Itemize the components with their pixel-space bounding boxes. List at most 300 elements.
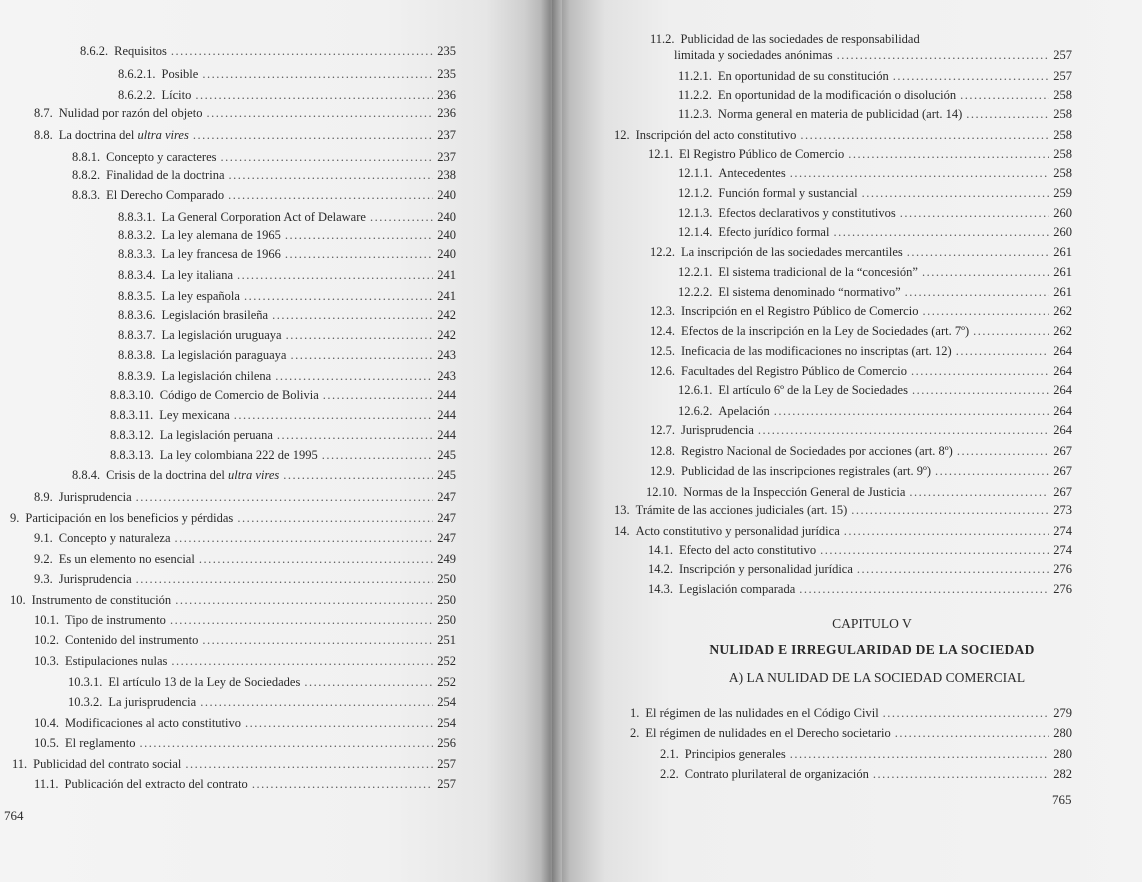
entry-title: Inscripción y personalidad jurídica: [679, 562, 853, 576]
left-toc-entry: [34, 736, 456, 751]
left-toc-entry: [118, 369, 456, 384]
left-toc-entry: [118, 247, 456, 262]
entry-page-number: 258: [1053, 166, 1072, 180]
entry-page-number: 236: [437, 88, 456, 102]
entry-title: Ineficacia de las modificaciones no inscriptas (art. 12): [681, 344, 952, 358]
leader-dots: [237, 268, 433, 283]
entry-number: 12.9.: [650, 464, 675, 478]
entry-number: 10.5.: [34, 736, 59, 750]
entry-page-number: 264: [1053, 344, 1072, 358]
entry-page-number: 276: [1053, 562, 1072, 576]
leader-dots: [790, 747, 1049, 762]
entry-page-number: 264: [1053, 364, 1072, 378]
left-toc-entry: [34, 777, 456, 792]
entry-number: 12.6.: [650, 364, 675, 378]
entry-title: Es un elemento no esencial: [58, 552, 195, 566]
leader-dots: [322, 448, 434, 463]
leader-dots: [202, 633, 433, 648]
entry-title: Participación en los beneficios y pérdidas: [25, 511, 234, 525]
leader-dots: [202, 67, 433, 82]
leader-dots: [370, 210, 433, 225]
entry-title: El reglamento: [65, 736, 136, 750]
right-toc-entry: [630, 706, 1072, 721]
leader-dots: [171, 44, 433, 59]
entry-title: Publicidad de las sociedades de responsabilidad: [680, 32, 920, 46]
entry-title: La ley francesa de 1966: [161, 247, 281, 261]
leader-dots: [883, 706, 1050, 721]
left-toc-entry: [34, 613, 456, 628]
leader-dots: [283, 468, 433, 483]
entry-number: 14.1.: [648, 543, 673, 557]
entry-number: 12.1.4.: [678, 225, 713, 239]
left-toc-entry: [12, 757, 456, 772]
entry-title: Instrumento de constitución: [31, 593, 172, 607]
entry-page-number: 236: [437, 106, 456, 120]
entry-title: Jurisprudencia: [681, 423, 754, 437]
leader-dots: [199, 552, 433, 567]
entry-page-number: 252: [437, 654, 456, 668]
entry-title: La legislación uruguaya: [161, 328, 282, 342]
left-toc-entry: [110, 448, 456, 463]
entry-title: Finalidad de la doctrina: [106, 168, 225, 182]
entry-title: Contenido del instrumento: [65, 633, 199, 647]
entry-number: 14.3.: [648, 582, 673, 596]
entry-number: 10.3.2.: [68, 695, 103, 709]
right-toc-entry: [660, 747, 1072, 762]
entry-number: 8.8.3.13.: [110, 448, 154, 462]
entry-page-number: 247: [437, 490, 456, 504]
entry-page-number: 242: [437, 308, 456, 322]
entry-number: 10.2.: [34, 633, 59, 647]
leader-dots: [220, 150, 433, 165]
entry-title: Efectos de la inscripción en la Ley de Sociedades (art. 7º): [681, 324, 970, 338]
left-toc-entry: [118, 308, 456, 323]
entry-page-number: 256: [437, 736, 456, 750]
entry-page-number: 257: [1053, 48, 1072, 62]
leader-dots: [237, 511, 433, 526]
entry-number: 14.2.: [648, 562, 673, 576]
entry-title: Apelación: [718, 404, 770, 418]
entry-number: 12.: [614, 128, 630, 142]
entry-page-number: 238: [437, 168, 456, 182]
entry-page-number: 261: [1053, 265, 1072, 279]
right-toc-entry: [630, 726, 1072, 741]
left-toc-entry: [118, 67, 456, 82]
left-toc-entry: [10, 593, 456, 608]
entry-number: 9.2.: [34, 552, 53, 566]
entry-title: La legislación chilena: [161, 369, 272, 383]
entry-number: 12.8.: [650, 444, 675, 458]
left-toc-entry: [34, 106, 456, 121]
entry-page-number: 235: [437, 44, 456, 58]
entry-number: 12.1.3.: [678, 206, 713, 220]
entry-number: 12.4.: [650, 324, 675, 338]
entry-number: 12.5.: [650, 344, 675, 358]
entry-page-number: 259: [1053, 186, 1072, 200]
leader-dots: [136, 572, 434, 587]
right-toc-bottom: [552, 0, 1142, 882]
entry-number: 10.: [10, 593, 26, 607]
entry-title: El régimen de las nulidades en el Código Civil: [645, 706, 879, 720]
entry-page-number: 279: [1053, 706, 1072, 720]
leader-dots: [193, 128, 433, 143]
leader-dots: [277, 428, 433, 443]
leader-dots: [873, 767, 1049, 782]
left-toc-entry: [34, 552, 456, 567]
entry-number: 8.8.3.5.: [118, 289, 156, 303]
leader-dots: [229, 168, 434, 183]
entry-title: Estipulaciones nulas: [65, 654, 168, 668]
entry-page-number: 245: [437, 448, 456, 462]
entry-title: Inscripción en el Registro Público de Comercio: [681, 304, 919, 318]
entry-title-italic: ultra vires: [227, 468, 280, 482]
entry-page-number: 258: [1053, 128, 1072, 142]
entry-number: 11.1.: [34, 777, 59, 791]
leader-dots: [171, 654, 433, 669]
right-page: [552, 0, 1142, 882]
entry-number: 8.8.3.: [72, 188, 101, 202]
left-toc-entry: [34, 531, 456, 546]
left-page-number: 764: [4, 808, 24, 823]
leader-dots: [175, 593, 433, 608]
entry-page-number: 241: [437, 268, 456, 282]
leader-dots: [272, 308, 433, 323]
entry-title: La ley colombiana 222 de 1995: [159, 448, 318, 462]
entry-page-number: 244: [437, 428, 456, 442]
left-toc-entry: [118, 289, 456, 304]
leader-dots: [252, 777, 433, 792]
leader-dots: [244, 289, 433, 304]
entry-number: 12.2.2.: [678, 285, 713, 299]
entry-title: El Derecho Comparado: [106, 188, 225, 202]
leader-dots: [185, 757, 433, 772]
leader-dots: [206, 106, 433, 121]
entry-page-number: 250: [437, 572, 456, 586]
left-toc-entry: [118, 228, 456, 243]
left-toc-entry: [34, 572, 456, 587]
left-toc-entry: [110, 428, 456, 443]
entry-number: 11.: [12, 757, 28, 771]
entry-page-number: 252: [437, 675, 456, 689]
left-toc-entry: [34, 654, 456, 669]
entry-page-number: 250: [437, 593, 456, 607]
entry-number: 11.2.1.: [678, 69, 712, 83]
entry-page-number: 273: [1053, 503, 1072, 517]
entry-title: Trámite de las acciones judiciales (art. 15): [635, 503, 848, 517]
entry-page-number: 245: [437, 468, 456, 482]
entry-number: 11.2.2.: [678, 88, 712, 102]
entry-number: 12.1.2.: [678, 186, 713, 200]
entry-page-number: 274: [1053, 543, 1072, 557]
entry-title: Nulidad por razón del objeto: [58, 106, 203, 120]
right-page-number: 765: [1052, 792, 1072, 807]
entry-title: Concepto y caracteres: [106, 150, 217, 164]
entry-number: 8.7.: [34, 106, 53, 120]
entry-title: Jurisprudencia: [58, 572, 132, 586]
entry-number: 14.: [614, 524, 630, 538]
entry-page-number: 260: [1053, 206, 1072, 220]
entry-title: Contrato plurilateral de organización: [684, 767, 869, 781]
entry-number: 10.3.1.: [68, 675, 103, 689]
entry-number: 11.2.: [650, 32, 675, 46]
leader-dots: [136, 490, 434, 505]
leader-dots: [290, 348, 433, 363]
entry-number: 12.2.: [650, 245, 675, 259]
left-toc-entry: [10, 511, 456, 526]
entry-title-italic: ultra vires: [137, 128, 189, 142]
entry-number: 8.8.1.: [72, 150, 101, 164]
entry-title: La jurisprudencia: [108, 695, 197, 709]
left-toc-entry: [68, 695, 456, 710]
left-toc-entry: [118, 268, 456, 283]
entry-title: Efecto del acto constitutivo: [679, 543, 817, 557]
entry-title: El régimen de nulidades en el Derecho societario: [645, 726, 891, 740]
entry-page-number: 240: [437, 210, 456, 224]
entry-page-number: 276: [1053, 582, 1072, 596]
entry-page-number: 244: [437, 388, 456, 402]
entry-title: Facultades del Registro Público de Comercio: [681, 364, 907, 378]
entry-page-number: 247: [437, 531, 456, 545]
entry-page-number: 242: [437, 328, 456, 342]
entry-number: 8.8.3.1.: [118, 210, 156, 224]
entry-number: 8.6.2.: [80, 44, 109, 58]
book-spine-shadow: [540, 0, 562, 882]
left-toc-entry: [118, 88, 456, 103]
entry-title: Jurisprudencia: [58, 490, 132, 504]
entry-page-number: 251: [437, 633, 456, 647]
leader-dots: [895, 726, 1049, 741]
entry-title: Crisis de la doctrina del ultra vires: [106, 468, 280, 482]
entry-number: 8.8.3.11.: [110, 408, 154, 422]
leader-dots: [139, 736, 433, 751]
left-toc-entry: [110, 408, 456, 423]
entry-number: 9.1.: [34, 531, 53, 545]
entry-title: Inscripción del acto constitutivo: [635, 128, 797, 142]
leader-dots: [234, 408, 434, 423]
entry-number: 2.: [630, 726, 640, 740]
entry-page-number: 237: [437, 150, 456, 164]
entry-page-number: 258: [1053, 147, 1072, 161]
left-toc-entry: [34, 633, 456, 648]
entry-number: 8.9.: [34, 490, 53, 504]
entry-title: Ley mexicana: [159, 408, 230, 422]
entry-title: Legislación brasileña: [161, 308, 269, 322]
entry-page-number: 267: [1053, 444, 1072, 458]
entry-number: 12.1.1.: [678, 166, 713, 180]
entry-title: La ley española: [161, 289, 240, 303]
entry-number: 8.8.3.6.: [118, 308, 156, 322]
entry-title: Registro Nacional de Sociedades por acciones (art. 8º): [681, 444, 953, 458]
entry-number: 12.6.2.: [678, 404, 713, 418]
entry-title: En oportunidad de su constitución: [717, 69, 889, 83]
leader-dots: [170, 613, 433, 628]
entry-title: La inscripción de las sociedades mercantiles: [681, 245, 903, 259]
entry-title: Norma general en materia de publicidad (art. 14): [717, 107, 963, 121]
leader-dots: [200, 695, 433, 710]
entry-page-number: 267: [1053, 464, 1072, 478]
entry-title: Función formal y sustancial: [718, 186, 858, 200]
entry-page-number: 237: [437, 128, 456, 142]
entry-number: 8.6.2.1.: [118, 67, 156, 81]
chapter-number: CAPITULO V: [832, 616, 912, 631]
entry-number: 12.2.1.: [678, 265, 713, 279]
entry-page-number: 262: [1053, 304, 1072, 318]
entry-page-number: 258: [1053, 88, 1072, 102]
entry-page-number: 258: [1053, 107, 1072, 121]
leader-dots: [286, 328, 434, 343]
entry-title: El sistema tradicional de la “concesión”: [718, 265, 918, 279]
entry-page-number: 240: [437, 188, 456, 202]
left-toc-entry: [118, 328, 456, 343]
entry-page-number: 247: [437, 511, 456, 525]
entry-number: 11.2.3.: [678, 107, 712, 121]
entry-number: 12.10.: [646, 485, 678, 499]
entry-page-number: 257: [437, 777, 456, 791]
entry-title: Normas de la Inspección General de Justicia: [683, 485, 906, 499]
entry-number: 12.3.: [650, 304, 675, 318]
entry-title: Publicidad del contrato social: [33, 757, 182, 771]
leader-dots: [245, 716, 433, 731]
leader-dots: [285, 247, 433, 262]
leader-dots: [304, 675, 433, 690]
entry-number: 8.8.3.8.: [118, 348, 156, 362]
entry-number: 1.: [630, 706, 640, 720]
entry-page-number: 257: [1053, 69, 1072, 83]
entry-title: En oportunidad de la modificación o disolución: [717, 88, 957, 102]
left-page: [0, 0, 552, 882]
entry-page-number: 241: [437, 289, 456, 303]
entry-number: 8.8.3.2.: [118, 228, 156, 242]
leader-dots: [285, 228, 433, 243]
entry-number: 8.8.4.: [72, 468, 101, 482]
entry-page-number: 280: [1053, 747, 1072, 761]
leader-dots: [323, 388, 433, 403]
entry-number: 8.8.: [34, 128, 53, 142]
entry-page-number: 262: [1053, 324, 1072, 338]
entry-page-number: 243: [437, 369, 456, 383]
entry-page-number: 264: [1053, 383, 1072, 397]
entry-title: Efecto jurídico formal: [718, 225, 830, 239]
left-toc-entry: [118, 210, 456, 225]
entry-title: Concepto y naturaleza: [58, 531, 171, 545]
entry-page-number: 249: [437, 552, 456, 566]
entry-title: El artículo 6º de la Ley de Sociedades: [718, 383, 908, 397]
left-toc-entry: [72, 150, 456, 165]
right-toc-entry: [660, 767, 1072, 782]
left-toc-entry: [72, 468, 456, 483]
entry-number: 2.2.: [660, 767, 679, 781]
entry-page-number: 254: [437, 695, 456, 709]
entry-number: 9.: [10, 511, 20, 525]
entry-page-number: 257: [437, 757, 456, 771]
entry-title: Principios generales: [684, 747, 786, 761]
entry-title: La legislación peruana: [159, 428, 273, 442]
entry-number: 9.3.: [34, 572, 53, 586]
entry-title: Publicidad de las inscripciones registrales (art. 9º): [681, 464, 931, 478]
entry-title: Efectos declarativos y constitutivos: [718, 206, 896, 220]
entry-title: El sistema denominado “normativo”: [718, 285, 901, 299]
entry-title: Código de Comercio de Bolivia: [159, 388, 319, 402]
entry-number: 8.6.2.2.: [118, 88, 156, 102]
leader-dots: [228, 188, 433, 203]
entry-number: 8.8.3.4.: [118, 268, 156, 282]
entry-page-number: 260: [1053, 225, 1072, 239]
left-toc: [0, 0, 552, 882]
entry-title: El Registro Público de Comercio: [679, 147, 845, 161]
entry-page-number: 261: [1053, 285, 1072, 299]
entry-title: Lícito: [161, 88, 192, 102]
entry-page-number: 264: [1053, 423, 1072, 437]
entry-number: 12.1.: [648, 147, 673, 161]
leader-dots: [175, 531, 434, 546]
leader-dots: [195, 88, 433, 103]
entry-page-number: 243: [437, 348, 456, 362]
entry-number: 8.8.3.3.: [118, 247, 156, 261]
entry-page-number: 244: [437, 408, 456, 422]
entry-page-number: 254: [437, 716, 456, 730]
entry-number: 12.6.1.: [678, 383, 713, 397]
entry-title: La General Corporation Act of Delaware: [161, 210, 366, 224]
entry-page-number: 235: [437, 67, 456, 81]
entry-number: 10.1.: [34, 613, 59, 627]
left-toc-entry: [72, 188, 456, 203]
entry-page-number: 240: [437, 228, 456, 242]
left-toc-entry: [80, 44, 456, 59]
entry-title: La legislación paraguaya: [161, 348, 287, 362]
left-toc-entry: [34, 490, 456, 505]
leader-dots: [275, 369, 433, 384]
entry-page-number: 261: [1053, 245, 1072, 259]
entry-title: La ley italiana: [161, 268, 233, 282]
entry-number: 8.8.3.12.: [110, 428, 154, 442]
entry-title: La ley alemana de 1965: [161, 228, 281, 242]
entry-title: Legislación comparada: [679, 582, 796, 596]
left-toc-entry: [118, 348, 456, 363]
section-title: A) LA NULIDAD DE LA SOCIEDAD COMERCIAL: [728, 670, 1026, 685]
entry-number: 2.1.: [660, 747, 679, 761]
entry-title: La doctrina del ultra vires: [58, 128, 189, 142]
entry-page-number: 274: [1053, 524, 1072, 538]
left-toc-entry: [34, 128, 456, 143]
entry-number: 12.7.: [650, 423, 675, 437]
entry-title: Requisitos: [114, 44, 167, 58]
left-toc-entry: [68, 675, 456, 690]
left-toc-entry: [34, 716, 456, 731]
entry-number: 8.8.3.10.: [110, 388, 154, 402]
entry-title: Acto constitutivo y personalidad jurídica: [635, 524, 840, 538]
chapter-title: NULIDAD E IRREGULARIDAD DE LA SOCIEDAD: [709, 642, 1035, 657]
entry-number: 8.8.3.7.: [118, 328, 156, 342]
entry-number: 13.: [614, 503, 630, 517]
entry-title: Publicación del extracto del contrato: [64, 777, 248, 791]
entry-number: 8.8.3.9.: [118, 369, 156, 383]
entry-page-number: 267: [1053, 485, 1072, 499]
entry-title: Tipo de instrumento: [65, 613, 166, 627]
entry-number: 8.8.2.: [72, 168, 101, 182]
entry-page-number: 250: [437, 613, 456, 627]
entry-title: limitada y sociedades anónimas: [674, 48, 833, 62]
entry-number: 10.3.: [34, 654, 59, 668]
entry-page-number: 282: [1053, 767, 1072, 781]
entry-number: 10.4.: [34, 716, 59, 730]
left-toc-entry: [72, 168, 456, 183]
left-toc-entry: [110, 388, 456, 403]
entry-page-number: 264: [1053, 404, 1072, 418]
entry-title: Antecedentes: [718, 166, 786, 180]
entry-title: El artículo 13 de la Ley de Sociedades: [108, 675, 301, 689]
entry-title: Posible: [161, 67, 199, 81]
entry-page-number: 240: [437, 247, 456, 261]
